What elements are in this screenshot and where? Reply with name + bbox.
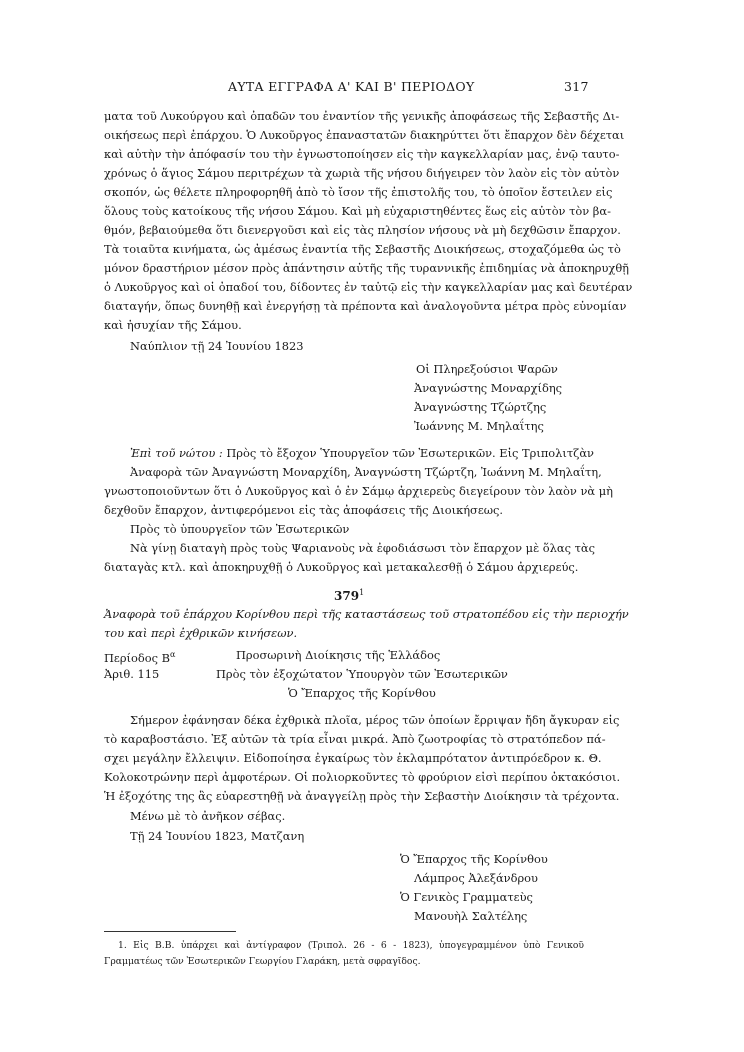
text-line: σχει μεγάλην ἔλλειψιν. Εἰδοποίησα ἐγκαίρως τὸν ἐκλαμπρότατον ἀντιπρόεδρον κ. Θ. [104, 751, 602, 765]
text-line: Νὰ γίνῃ διαταγὴ πρὸς τοὺς Ψαριανοὺς νὰ ἐφοδιάσωσι τὸν ἔπαρχον μὲ ὅλας τὰς [130, 541, 595, 555]
text-line: ματα τοῦ Λυκούργου καὶ ὀπαδῶν του ἐναντίον τῆς γενικῆς ἀποφάσεως τῆς Σεβαστῆς Δι- [104, 109, 620, 123]
endorsement-first-line [130, 446, 594, 460]
period-label [104, 648, 175, 665]
document-number [334, 586, 364, 603]
text-line: καὶ ἡσυχίαν τῆς Σάμου. [104, 318, 242, 332]
signatory: Ἰωάννης Μ. Μηλαΐτης [414, 419, 544, 433]
ministry-address: Πρὸς τὸ ὑπουργεῖον τῶν Ἐσωτερικῶν [130, 522, 350, 536]
text-line: ὅλους τοὺς κατοίκους τῆς νήσου Σάμου. Καὶ μὴ εὐχαριστηθέντες ἕως εἰς αὐτὸν τὸν βα- [104, 204, 611, 218]
text-line: διαταγὰς κτλ. καὶ ἀποκηρυχθῇ ὁ Λυκοῦργος καὶ μετακαλεσθῇ ὁ Σάμου ἀρχιερεύς. [104, 560, 579, 574]
signatory: Ἀναγνώστης Τζώρτζης [414, 400, 547, 414]
signature-line: Μανουὴλ Σαλτέλης [414, 909, 528, 923]
text-line: Ἀναφορὰ τῶν Ἀναγνώστη Μοναρχίδη, Ἀναγνώστη Τζώρτζη, Ἰωάννη Μ. Μηλαΐτη, [130, 465, 602, 479]
text-line: τὸ καραβοστάσιο. Ἐξ αὐτῶν τὰ τρία εἶναι μικρά. Ἀπὸ ζωοτροφίας τὸ στρατόπεδον πά- [104, 732, 606, 746]
text-line: μόνον δραστήριον μέσον πρὸς ἀπάντησιν αὐτῆς τῆς τυραννικῆς ἐπιδημίας νὰ ἀποκηρυχθῇ [104, 261, 630, 275]
footnote-rule [104, 931, 236, 932]
heading-recipient: Πρὸς τὸν ἐξοχώτατον Ὑπουργὸν τῶν Ἐσωτερικῶν [216, 667, 508, 681]
date-place: Τῇ 24 Ἰουνίου 1823, Ματζανη [130, 829, 305, 843]
text-line: δεχθοῦν ἔπαρχον, ἀντιφερόμενοι εἰς τὰς ἀποφάσεις τῆς Διοικήσεως. [104, 503, 504, 517]
heading-government: Προσωρινὴ Διοίκησις τῆς Ἑλλάδος [236, 648, 441, 662]
endorsement-text: Πρὸς τὸ ἔξοχον Ὑπουργεῖον τῶν Ἐσωτερικῶν. Εἰς Τριπολιτζὰν [226, 446, 594, 460]
text-line: οικήσεως περὶ ἐπάρχου. Ὁ Λυκοῦργος ἐπαναστατῶν διακηρύττει ὅτι ἔπαρχον δὲν δέχεται [104, 128, 625, 142]
heading-sender: Ὁ Ἔπαρχος τῆς Κορίνθου [288, 686, 436, 700]
footnote-line: 1. Εἰς Β.Β. ὑπάρχει καὶ ἀντίγραφον (Τριπολ. 26 - 6 - 1823), ὑπογεγραμμένον ὑπὸ Γενικοῦ [118, 940, 584, 951]
text-line: ὁ Λυκοῦργος καὶ οἱ ὀπαδοί του, δίδοντες ἐν ταὐτῷ εἰς τὴν καγκελλαρίαν μας καὶ δευτέραν [104, 280, 633, 294]
text-line: χρόνως ὁ ἅγιος Σάμου περιτρέχων τὰ χωριὰ τῆς νήσου διήγειρεν τὸν λαὸν εἰς τὸν αὐτὸν [104, 166, 620, 180]
closing-formula: Μένω μὲ τὸ ἀνῆκον σέβας. [130, 809, 286, 823]
text-line: καὶ αὐτὴν τὴν ἀπόφασίν του τὴν ἐγνωστοποίησεν εἰς τὴν καγκελλαρίαν μας, ἐνῷ ταυτο- [104, 147, 620, 161]
signatory: Οἱ Πληρεξούσιοι Ψαρῶν [416, 362, 558, 376]
text-line: Σήμερον ἐφάνησαν δέκα ἐχθρικὰ πλοῖα, μέρος τῶν ὁποίων ἔρριψαν ἤδη ἄγκυραν εἰς [130, 713, 620, 727]
signature-line: Ὁ Γενικὸς Γραμματεὺς [400, 890, 533, 904]
text-line: Ἡ ἐξοχότης της ἂς εὐαρεστηθῇ νὰ ἀναγγείλῃ πρὸς τὴν Σεβαστὴν Διοίκησιν τὰ τρέχοντα. [104, 789, 620, 803]
text-line: γνωστοποιοῦντων ὅτι ὁ Λυκοῦργος καὶ ὁ ἐν Σάμῳ ἀρχιερεὺς διεγείρουν τὸν λαὸν νὰ μὴ [104, 484, 613, 498]
text-line: διαταγήν, ὅπως δυνηθῇ καὶ ἐνεργήσῃ τὰ πρέποντα καὶ ἀναλογοῦντα μέτρα πρὸς εὐνομίαν [104, 299, 627, 313]
page-number: 317 [564, 79, 589, 94]
text-line: σκοπόν, ὡς θέλετε πληροφορηθῆ ἀπὸ τὸ ἴσον τῆς ἐπιστολῆς του, τὸ ὁποῖον ἔστειλεν εἰς [104, 185, 613, 199]
summary-line: Ἀναφορὰ τοῦ ἐπάρχου Κορίνθου περὶ τῆς καταστάσεως τοῦ στρατοπέδου εἰς τὴν περιοχήν [104, 607, 629, 621]
place-date: Ναύπλιον τῇ 24 Ἰουνίου 1823 [130, 339, 304, 353]
text-line: Τὰ τοιαῦτα κινήματα, ὡς ἀμέσως ἐναντία τῆς Σεβαστῆς Διοικήσεως, στοχαζόμεθα ὡς τὸ [104, 242, 621, 256]
footnote-mark: 1 [359, 588, 365, 597]
document-number-value: 379 [334, 589, 360, 603]
text-line: Κολοκοτρώνην περὶ ἀμφοτέρων. Οἱ πολιορκοῦντες τὸ φρούριον εἰσὶ περίπου ὀκτακόσιοι. [104, 770, 621, 784]
running-title: ΑΥΤΑ ΕΓΓΡΑΦΑ Α' ΚΑΙ Β' ΠΕΡΙΟΔΟΥ [228, 79, 475, 94]
endorsement-label: Ἐπὶ τοῦ νώτου : [130, 446, 223, 460]
period-superscript: α [169, 650, 176, 659]
summary-line: του καὶ περὶ ἐχθρικῶν κινήσεων. [104, 626, 298, 640]
signatory: Ἀναγνώστης Μοναρχίδης [414, 381, 563, 395]
period-text: Περίοδος Β [104, 650, 170, 665]
footnote-line: Γραμματέως τῶν Ἐσωτερικῶν Γεωργίου Γλαράκη, μετὰ σφραγῖδος. [104, 956, 421, 967]
signature-line: Ὁ Ἔπαρχος τῆς Κορίνθου [400, 852, 548, 866]
arith-number: Ἀριθ. 115 [104, 667, 160, 681]
text-line: θμόν, βεβαιούμεθα ὅτι διενεργοῦσι καὶ εἰς τὰς πλησίον νήσους νὰ μὴ δεχθῶσιν ἔπαρχον. [104, 223, 621, 237]
signature-line: Λάμπρος Ἀλεξάνδρου [414, 871, 538, 885]
